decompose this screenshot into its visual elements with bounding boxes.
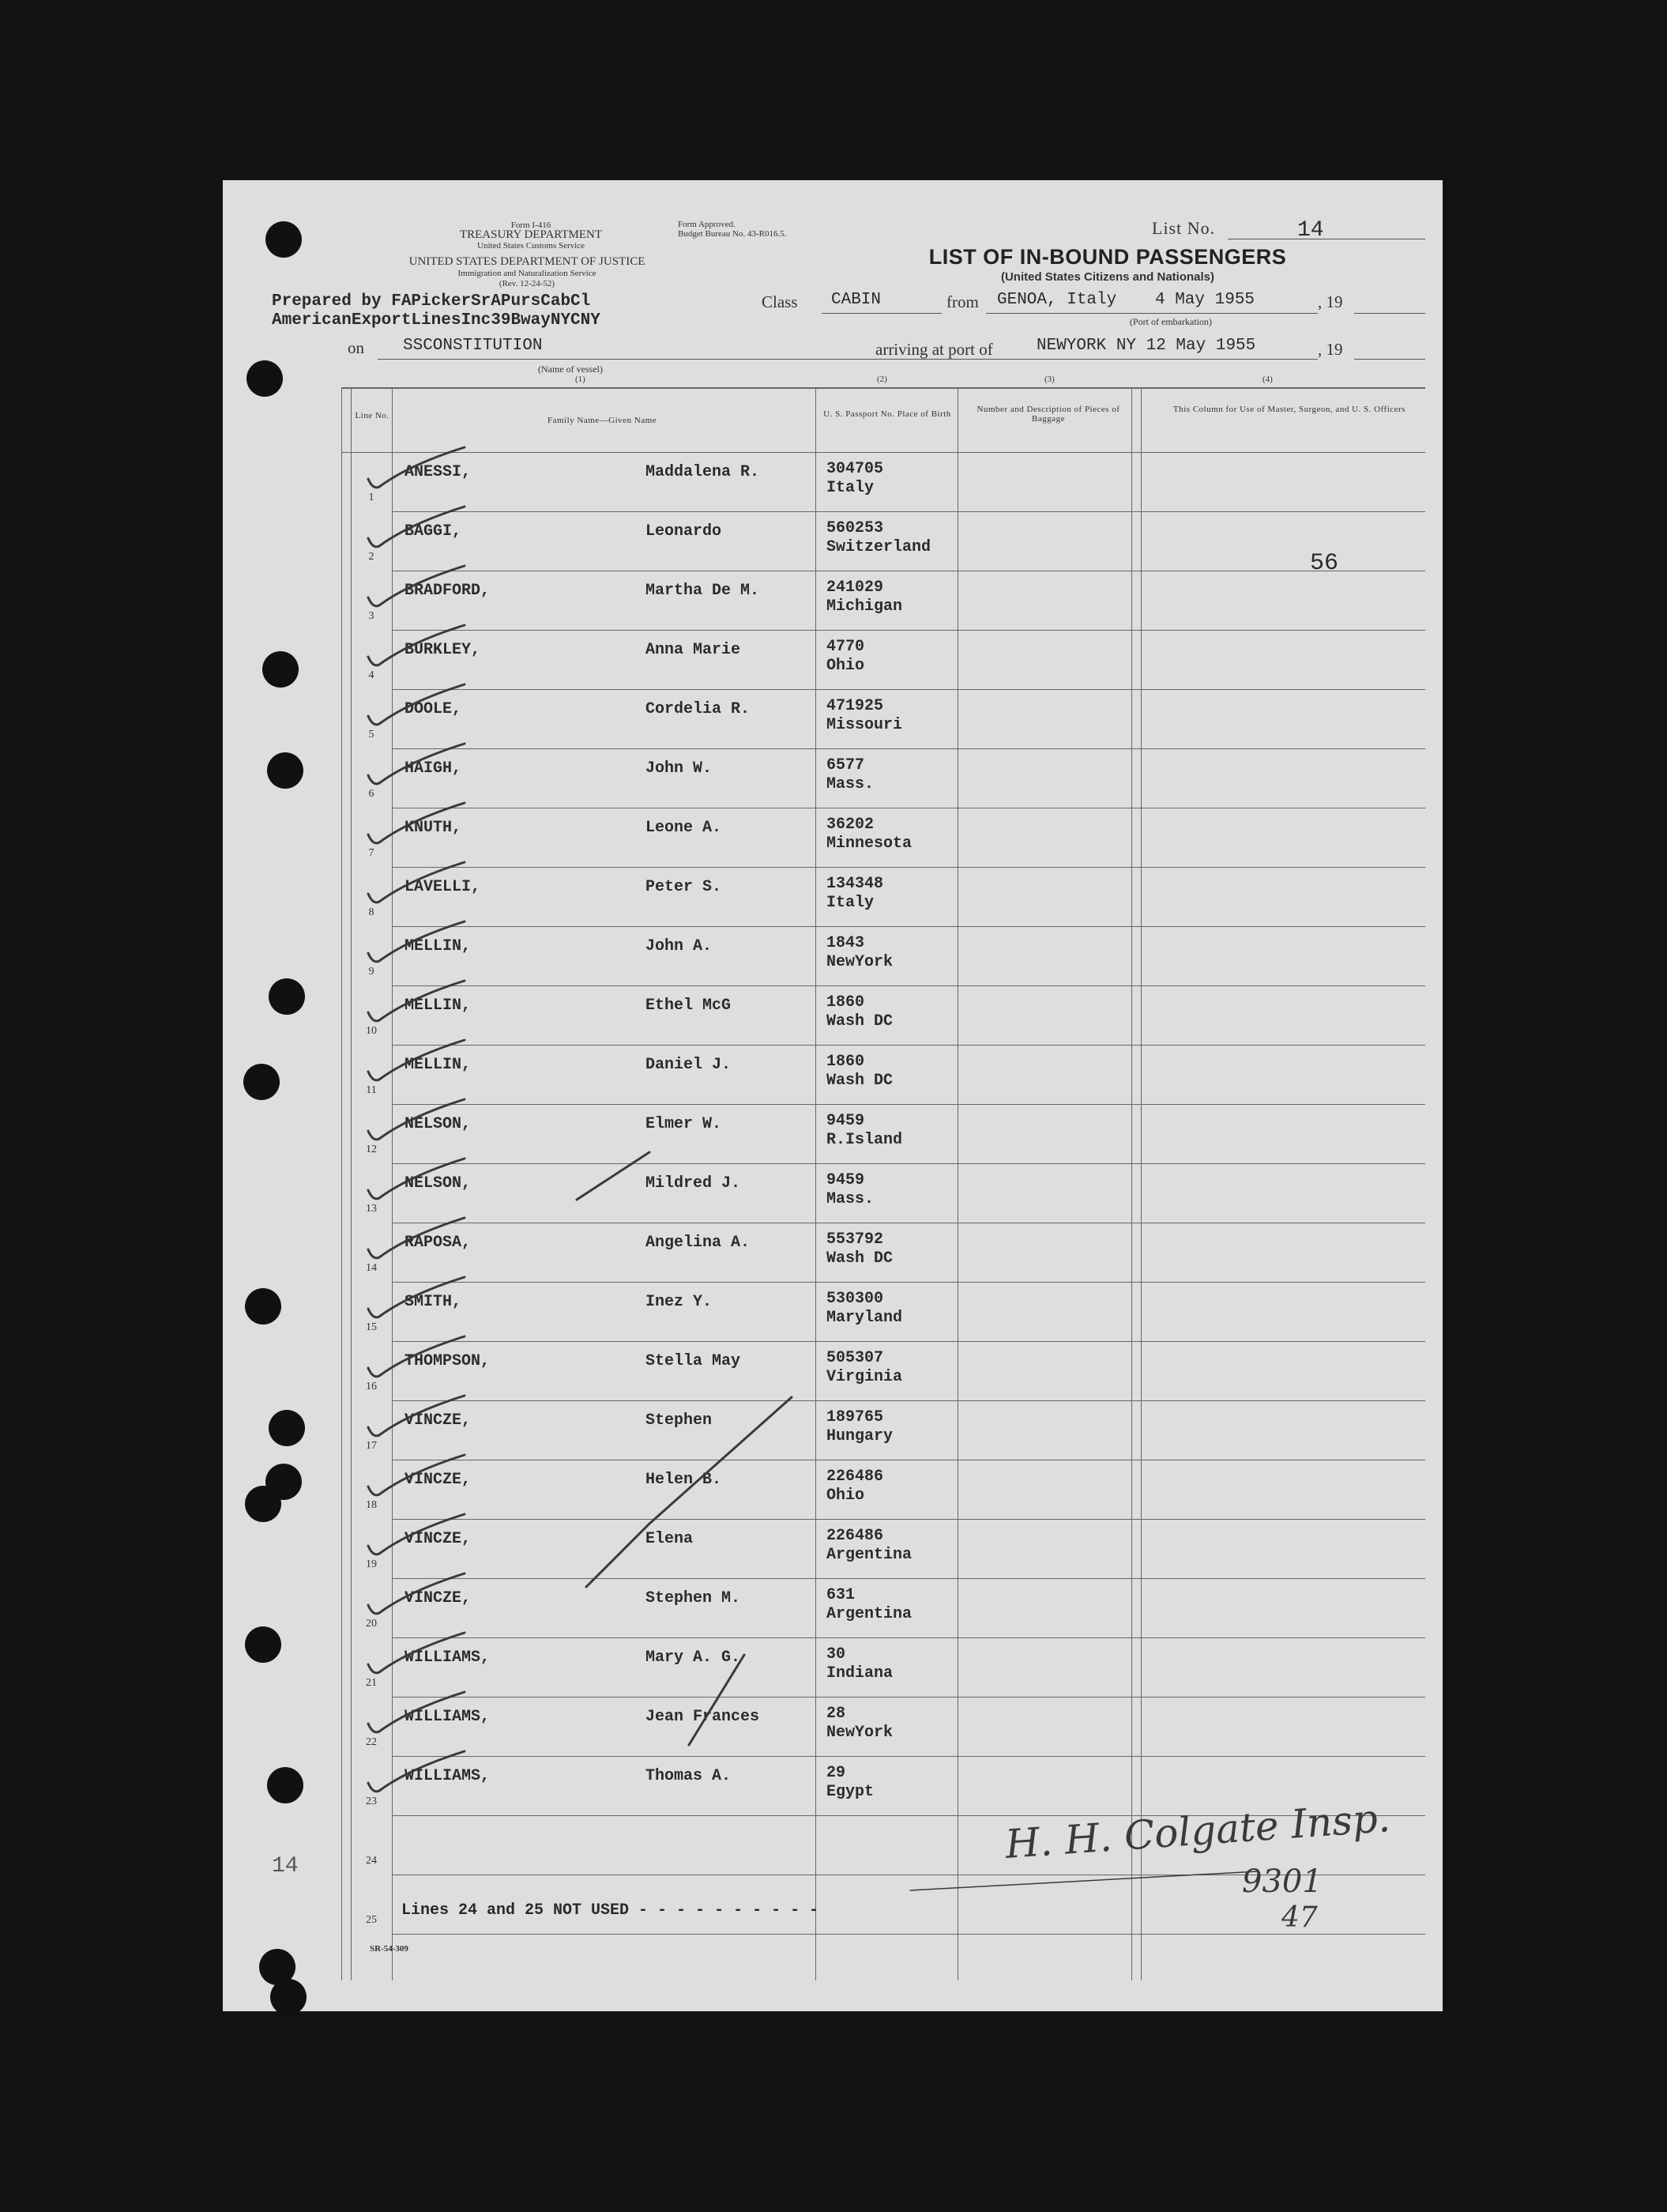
family-name: BRADFORD, bbox=[405, 582, 491, 600]
given-name: Leonardo bbox=[645, 522, 722, 541]
family-name: SMITH, bbox=[405, 1293, 462, 1311]
line-number: 11 bbox=[366, 1084, 377, 1096]
place-of-birth: Mass. bbox=[826, 1190, 875, 1208]
given-name: Helen B. bbox=[645, 1471, 722, 1489]
given-name: Elena bbox=[645, 1530, 694, 1548]
family-name: WILLIAMS, bbox=[405, 1649, 491, 1667]
line-number: 18 bbox=[366, 1499, 377, 1511]
given-name: Maddalena R. bbox=[645, 463, 760, 481]
line-number: 19 bbox=[366, 1558, 377, 1570]
given-name: Ethel McG bbox=[645, 997, 732, 1015]
line-number: 17 bbox=[366, 1440, 377, 1452]
col-number-2: (2) bbox=[877, 375, 887, 384]
passport-number: 36202 bbox=[826, 816, 875, 834]
passport-number: 4770 bbox=[826, 638, 865, 656]
form-number: Form I-416 bbox=[510, 220, 551, 230]
line-number: 8 bbox=[368, 906, 374, 918]
passport-number: 530300 bbox=[826, 1290, 884, 1308]
place-of-birth: Ohio bbox=[826, 1487, 865, 1505]
page-subtitle: (United States Citizens and Nationals) bbox=[1000, 270, 1215, 284]
family-name: VINCZE, bbox=[405, 1471, 472, 1489]
line-number: 9 bbox=[368, 966, 374, 978]
family-name: RAPOSA, bbox=[405, 1234, 472, 1252]
family-name: NELSON, bbox=[405, 1174, 472, 1193]
place-of-birth: Wash DC bbox=[826, 1012, 894, 1031]
place-of-birth: Argentina bbox=[826, 1546, 913, 1564]
line-number: 4 bbox=[368, 669, 374, 681]
place-of-birth: R.Island bbox=[826, 1131, 903, 1149]
prepared-by: Prepared by FAPickerSrAPursCabCl bbox=[272, 292, 591, 311]
family-name: WILLIAMS, bbox=[405, 1767, 491, 1785]
place-of-birth: Italy bbox=[826, 894, 875, 912]
line-number: 10 bbox=[366, 1025, 377, 1037]
col-number-1: (1) bbox=[575, 375, 585, 384]
family-name: MELLIN, bbox=[405, 1056, 472, 1074]
passport-number: 1860 bbox=[826, 993, 865, 1012]
arriving-value: NEWYORK NY 12 May 1955 bbox=[1037, 337, 1256, 355]
line-number: 22 bbox=[366, 1736, 377, 1748]
passport-number: 9459 bbox=[826, 1112, 865, 1130]
form-approved: Form Approved. bbox=[678, 220, 736, 229]
passport-number: 471925 bbox=[826, 697, 884, 715]
passport-number: 226486 bbox=[826, 1468, 884, 1486]
given-name: Anna Marie bbox=[645, 641, 741, 659]
given-name: Elmer W. bbox=[645, 1115, 722, 1133]
ins-service: Immigration and Naturalization Service bbox=[457, 269, 596, 278]
family-name: THOMPSON, bbox=[405, 1352, 491, 1370]
passport-number: 226486 bbox=[826, 1527, 884, 1545]
place-of-birth: NewYork bbox=[826, 1724, 894, 1742]
col-passport: U. S. Passport No. Place of Birth bbox=[823, 409, 951, 419]
place-of-birth: Virginia bbox=[826, 1368, 903, 1386]
from-value: GENOA, Italy bbox=[997, 291, 1117, 309]
line-number: 1 bbox=[368, 492, 374, 503]
line-number: 21 bbox=[366, 1677, 377, 1689]
line-number: 16 bbox=[366, 1381, 377, 1392]
passport-number: 1843 bbox=[826, 934, 865, 952]
place-of-birth: Switzerland bbox=[826, 538, 931, 556]
passport-number: 28 bbox=[826, 1705, 846, 1723]
place-of-birth: Minnesota bbox=[826, 835, 913, 853]
passport-number: 631 bbox=[826, 1586, 856, 1604]
given-name: Angelina A. bbox=[645, 1234, 751, 1252]
col-name: Family Name—Given Name bbox=[547, 416, 657, 425]
year-suffix-1: , 19 bbox=[1318, 292, 1343, 311]
place-of-birth: Missouri bbox=[826, 716, 903, 734]
family-name: NELSON, bbox=[405, 1115, 472, 1133]
line-number: 7 bbox=[368, 847, 374, 859]
given-name: Stella May bbox=[645, 1352, 741, 1370]
given-name: John W. bbox=[645, 759, 713, 778]
passport-number: 241029 bbox=[826, 578, 884, 597]
passport-number: 6577 bbox=[826, 756, 865, 774]
class-value: CABIN bbox=[831, 291, 882, 309]
justice-dept: UNITED STATES DEPARTMENT OF JUSTICE bbox=[408, 255, 645, 268]
col-number-4: (4) bbox=[1262, 375, 1273, 384]
from-label: from bbox=[946, 292, 979, 311]
family-name: KNUTH, bbox=[405, 819, 462, 837]
passport-number: 553792 bbox=[826, 1230, 884, 1249]
passport-number: 1860 bbox=[826, 1053, 865, 1071]
manifest-page bbox=[223, 180, 1443, 2011]
col-officers: This Column for Use of Master, Surgeon, and U. S. Officers bbox=[1173, 405, 1405, 414]
given-name: Leone A. bbox=[645, 819, 722, 837]
family-name: MELLIN, bbox=[405, 997, 472, 1015]
passport-number: 560253 bbox=[826, 519, 884, 537]
line-number: 13 bbox=[366, 1203, 377, 1215]
col-baggage: Number and Description of Pieces of Baggage bbox=[976, 405, 1120, 424]
line-number: 3 bbox=[368, 610, 374, 622]
officer-mark: 56 bbox=[1310, 550, 1339, 577]
passport-number: 189765 bbox=[826, 1408, 884, 1426]
treasury-dept: TREASURY DEPARTMENT bbox=[459, 228, 603, 241]
lines-not-used-note: Lines 24 and 25 NOT USED - - - - - - - - - - bbox=[401, 1901, 819, 1920]
place-of-birth: NewYork bbox=[826, 953, 894, 971]
line-number: 23 bbox=[366, 1796, 377, 1807]
col-number-3: (3) bbox=[1044, 375, 1055, 384]
given-name: Inez Y. bbox=[645, 1293, 713, 1311]
place-of-birth: Wash DC bbox=[826, 1072, 894, 1090]
given-name: Peter S. bbox=[645, 878, 722, 896]
line-number: 20 bbox=[366, 1618, 377, 1630]
line-number: 6 bbox=[368, 788, 374, 800]
col-line-no: Line No. bbox=[355, 411, 389, 420]
passport-number: 134348 bbox=[826, 875, 884, 893]
line-number: 15 bbox=[366, 1321, 377, 1333]
place-of-birth: Wash DC bbox=[826, 1249, 894, 1268]
passport-number: 29 bbox=[826, 1764, 846, 1782]
family-name: VINCZE, bbox=[405, 1589, 472, 1607]
prepared-by-company: AmericanExportLinesInc39BwayNYCNY bbox=[272, 311, 600, 330]
line-number: 24 bbox=[366, 1855, 377, 1867]
given-name: Daniel J. bbox=[645, 1056, 732, 1074]
line-number: 12 bbox=[366, 1144, 377, 1155]
place-of-birth: Maryland bbox=[826, 1309, 903, 1327]
list-no-value: 14 bbox=[1297, 218, 1324, 243]
arriving-label: arriving at port of bbox=[875, 340, 993, 359]
place-of-birth: Mass. bbox=[826, 775, 875, 793]
given-name: Jean Frances bbox=[645, 1708, 760, 1726]
family-name: LAVELLI, bbox=[405, 878, 481, 896]
on-label: on bbox=[348, 338, 364, 357]
passport-number: 505307 bbox=[826, 1349, 884, 1367]
passport-number: 304705 bbox=[826, 460, 884, 478]
given-name: Martha De M. bbox=[645, 582, 760, 600]
family-name: ANESSI, bbox=[405, 463, 472, 481]
handwritten-signature: H. H. Colgate Insp. bbox=[1003, 1795, 1392, 1867]
place-of-birth: Italy bbox=[826, 479, 875, 497]
given-name: Mildred J. bbox=[645, 1174, 741, 1193]
line-number: 2 bbox=[368, 551, 374, 563]
list-no-label: List No. bbox=[1152, 218, 1216, 238]
passport-number: 9459 bbox=[826, 1171, 865, 1189]
port-embarkation-caption: (Port of embarkation) bbox=[1130, 316, 1212, 327]
place-of-birth: Egypt bbox=[826, 1783, 875, 1801]
customs-service: United States Customs Service bbox=[477, 241, 585, 251]
margin-mark: 14 bbox=[272, 1854, 299, 1879]
family-name: HAIGH, bbox=[405, 759, 462, 778]
given-name: Thomas A. bbox=[645, 1767, 732, 1785]
place-of-birth: Argentina bbox=[826, 1605, 913, 1623]
line-number: 25 bbox=[366, 1914, 377, 1926]
page-title: LIST OF IN-BOUND PASSENGERS bbox=[928, 245, 1287, 269]
pencil-marks bbox=[223, 180, 1443, 2011]
from-date: 4 May 1955 bbox=[1155, 291, 1255, 309]
handwritten-fraction: 47 bbox=[1281, 1901, 1318, 1934]
handwritten-number: 9301 bbox=[1242, 1863, 1323, 1900]
year-suffix-2: , 19 bbox=[1318, 340, 1343, 359]
family-name: VINCZE, bbox=[405, 1411, 472, 1430]
given-name: Mary A. G. bbox=[645, 1649, 741, 1667]
class-label: Class bbox=[762, 292, 798, 311]
vessel-caption: (Name of vessel) bbox=[538, 364, 603, 375]
passport-number: 30 bbox=[826, 1645, 846, 1664]
revision: (Rev. 12-24-52) bbox=[499, 279, 555, 288]
family-name: BURKLEY, bbox=[405, 641, 481, 659]
family-name: BAGGI, bbox=[405, 522, 462, 541]
family-name: WILLIAMS, bbox=[405, 1708, 491, 1726]
line-number: 5 bbox=[368, 729, 374, 740]
given-name: Stephen M. bbox=[645, 1589, 741, 1607]
place-of-birth: Indiana bbox=[826, 1664, 894, 1683]
family-name: VINCZE, bbox=[405, 1530, 472, 1548]
vessel-name: SSCONSTITUTION bbox=[403, 337, 543, 355]
given-name: Cordelia R. bbox=[645, 700, 751, 718]
form-code: SR-54-309 bbox=[370, 1944, 408, 1954]
given-name: John A. bbox=[645, 937, 713, 955]
family-name: MELLIN, bbox=[405, 937, 472, 955]
family-name: DOOLE, bbox=[405, 700, 462, 718]
place-of-birth: Ohio bbox=[826, 657, 865, 675]
place-of-birth: Michigan bbox=[826, 597, 903, 616]
budget-bureau: Budget Bureau No. 43-R016.5. bbox=[678, 229, 787, 239]
place-of-birth: Hungary bbox=[826, 1427, 894, 1445]
line-number: 14 bbox=[366, 1262, 377, 1274]
given-name: Stephen bbox=[645, 1411, 713, 1430]
